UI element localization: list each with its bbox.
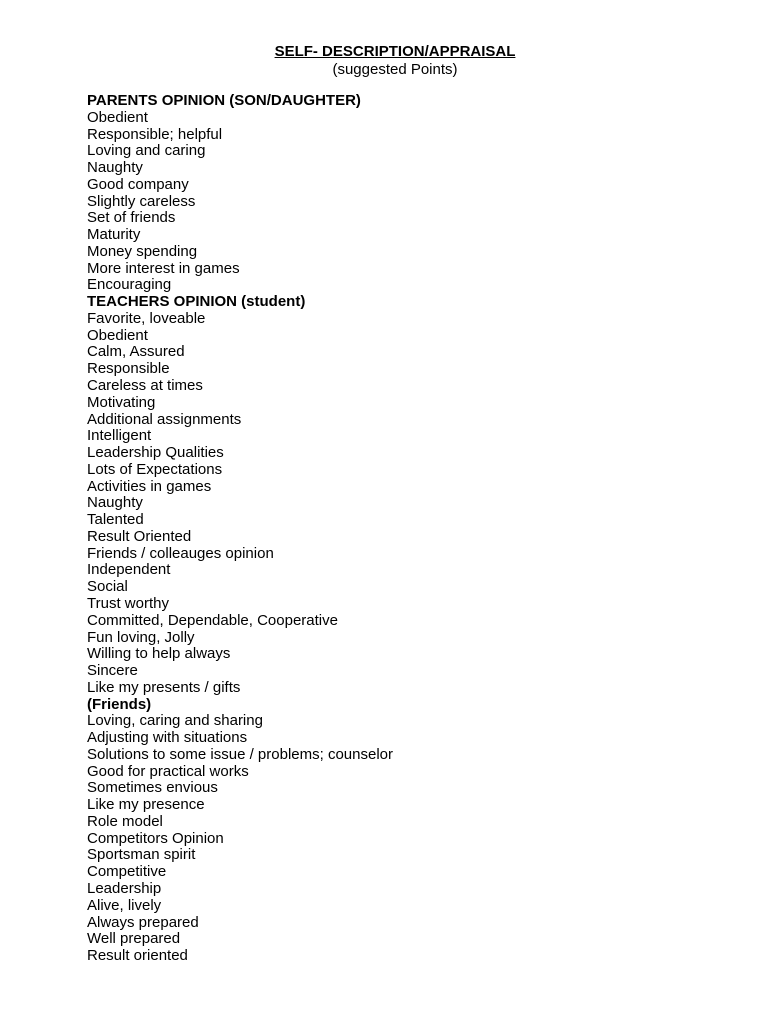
list-item: Independent <box>87 561 171 579</box>
list-item: Sportsman spirit <box>87 846 196 864</box>
section-heading: TEACHERS OPINION (student) <box>87 293 306 311</box>
list-item: Well prepared <box>87 930 181 948</box>
content-list <box>87 93 727 965</box>
list-item: Obedient <box>87 108 148 126</box>
list-item: Talented <box>87 511 144 529</box>
list-item: Motivating <box>87 393 156 411</box>
list-item: Naughty <box>87 494 143 512</box>
list-item: Always prepared <box>87 913 199 931</box>
list-item: Like my presence <box>87 796 205 814</box>
list-item: Solutions to some issue / problems; counselor <box>87 745 393 763</box>
list-item: Competitors Opinion <box>87 829 224 847</box>
list-item: Responsible; helpful <box>87 125 223 143</box>
list-item: Slightly careless <box>87 192 196 210</box>
document-subtitle: (suggested Points) <box>332 61 458 78</box>
list-item: Adjusting with situations <box>87 729 248 747</box>
list-item: Leadership <box>87 879 162 897</box>
list-item: Role model <box>87 812 163 830</box>
section-heading: (Friends) <box>87 695 152 713</box>
list-item: Sincere <box>87 662 138 680</box>
list-item: Committed, Dependable, Cooperative <box>87 611 338 629</box>
list-item: Loving and caring <box>87 142 206 160</box>
document-title: SELF- DESCRIPTION/APPRAISAL <box>274 43 516 60</box>
list-item: Obedient <box>87 326 148 344</box>
list-item: Competitive <box>87 863 167 881</box>
list-item: Fun loving, Jolly <box>87 628 195 646</box>
list-item: Activities in games <box>87 477 212 495</box>
list-item: Good for practical works <box>87 762 249 780</box>
list-item: Like my presents / gifts <box>87 678 241 696</box>
list-item: Additional assignments <box>87 410 242 428</box>
list-item: Calm, Assured <box>87 343 185 361</box>
list-item: Careless at times <box>87 377 203 395</box>
list-item: Willing to help always <box>87 645 231 663</box>
list-item: Loving, caring and sharing <box>87 712 263 730</box>
list-item: Intelligent <box>87 427 152 445</box>
list-item: Encouraging <box>87 276 172 294</box>
list-item: Maturity <box>87 226 141 244</box>
list-item: Responsible <box>87 360 170 378</box>
list-item: Friends / colleauges opinion <box>87 544 274 562</box>
list-item: Result oriented <box>87 947 188 965</box>
list-item: Money spending <box>87 242 198 260</box>
list-item: Social <box>87 578 128 596</box>
list-item: Result Oriented <box>87 527 192 545</box>
list-item: Trust worthy <box>87 594 169 612</box>
list-item: Alive, lively <box>87 896 162 914</box>
list-item: Leadership Qualities <box>87 444 224 462</box>
list-item: Lots of Expectations <box>87 460 223 478</box>
list-item: Favorite, loveable <box>87 309 206 327</box>
list-item: More interest in games <box>87 259 240 277</box>
list-item: Naughty <box>87 159 143 177</box>
list-item: Good company <box>87 175 189 193</box>
list-item: Sometimes envious <box>87 779 218 797</box>
list-item: Set of friends <box>87 209 176 227</box>
section-heading: PARENTS OPINION (SON/DAUGHTER) <box>87 92 361 109</box>
